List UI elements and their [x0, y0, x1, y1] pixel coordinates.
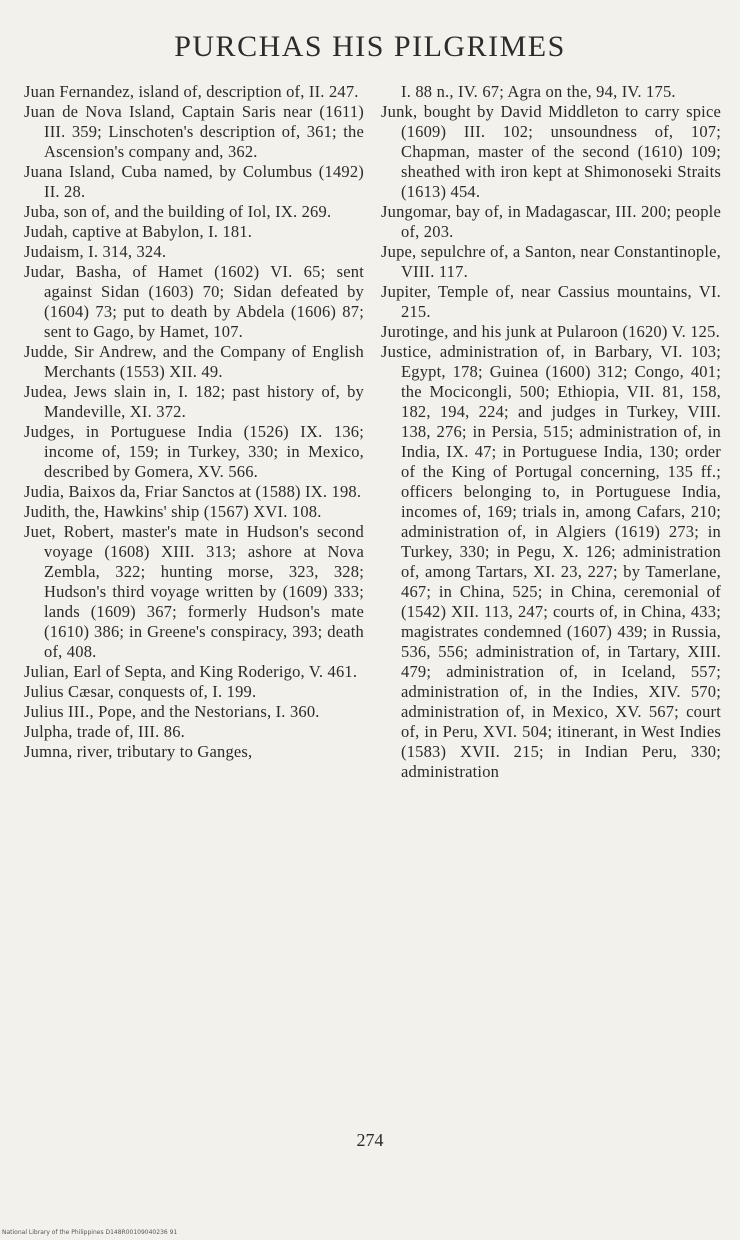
index-entry: Jumna, river, tributary to Ganges, — [24, 742, 253, 761]
index-entry: Juana Island, Cuba named, by Columbus (1492) II. 28. — [24, 162, 364, 201]
index-entry: Julpha, trade of, III. 86. — [24, 722, 185, 741]
index-entry: Julius Cæsar, conquests of, I. 199. — [24, 682, 257, 701]
index-entry: Judea, Jews slain in, I. 182; past history of, by Mandeville, XI. 372. — [24, 382, 364, 421]
index-entry: Judaism, I. 314, 324. — [24, 242, 167, 261]
index-entry: Juan de Nova Island, Captain Saris near (1611) III. 359; Linschoten's description of, 361; the Ascension's company and, 362. — [24, 102, 364, 161]
index-entry-continuation: I. 88 n., IV. 67; Agra on the, 94, IV. 175. — [401, 82, 676, 101]
index-entry: Jurotinge, and his junk at Pularoon (1620) V. 125. — [381, 322, 720, 341]
index-entry: Juet, Robert, master's mate in Hudson's second voyage (1608) XIII. 313; ashore at Nova Zembla, 322; hunting morse, 323, 328; Hudson's third voyage written by (1609) 333; lands (1609) 367; formerly Hudson's mate (1610) 386; in Greene's conspiracy, 393; death of, 408. — [24, 522, 364, 661]
index-entry: Juba, son of, and the building of Iol, IX. 269. — [24, 202, 332, 221]
index-entry: Jungomar, bay of, in Madagascar, III. 200; people of, 203. — [381, 202, 721, 241]
index-entry: Judah, captive at Babylon, I. 181. — [24, 222, 253, 241]
index-entry: Judar, Basha, of Hamet (1602) VI. 65; sent against Sidan (1603) 70; Sidan defeated by (1604) 73; put to death by Abdela (1606) 87; sent to Gago, by Hamet, 107. — [24, 262, 364, 341]
index-entry: Judde, Sir Andrew, and the Company of English Merchants (1553) XII. 49. — [24, 342, 364, 381]
index-entry: Juan Fernandez, island of, description of, II. 247. — [24, 82, 359, 101]
index-column-right — [381, 82, 721, 782]
index-entry: Junk, bought by David Middleton to carry spice (1609) III. 102; unsoundness of, 107; Chapman, master of the second (1610) 109; sheathed with iron kept at Shimonoseki Straits (1613) 454. — [381, 102, 721, 201]
index-entry: Justice, administration of, in Barbary, VI. 103; Egypt, 178; Guinea (1600) 312; Congo, 401; the Mocicongli, 500; Ethiopia, VII. 81, 158, 182, 194, 224; and judges in Turkey, VIII. 138, 276; in Persia, 515; administration of, in India, IX. 47; in Portuguese India, 130; order of the King of Portugal concerning, 135 ff.; officers belonging to, in Portuguese India, incomes of, 169; trials in, among Cafars, 210; administration of, in Algiers (1619) 273; in Turkey, 330; in Pegu, X. 126; administration of, among Tartars, XI. 23, 227; by Tamerlane, 467; in China, 525; in China, ceremonial of (1542) XII. 113, 247; courts of, in China, 433; magistrates condemned (1607) 439; in Russia, 536, 556; administration of, in Tartary, XIII. 479; administration of, in Iceland, 557; administration of, in the Indies, XIV. 570; administration of, in Mexico, XV. 567; court of, in Peru, XVI. 504; itinerant, in West Indies (1583) XVII. 215; in Indian Peru, 330; administration — [381, 342, 721, 781]
page-number: 274 — [356, 1130, 384, 1150]
index-entry: Julian, Earl of Septa, and King Roderigo, V. 461. — [24, 662, 358, 681]
index-column-left — [24, 82, 364, 762]
scan-footer: National Library of the Philippines D148R00109040236 91 — [2, 1229, 178, 1236]
index-entry: Judith, the, Hawkins' ship (1567) XVI. 108. — [24, 502, 322, 521]
index-entry: Judges, in Portuguese India (1526) IX. 136; income of, 159; in Turkey, 330; in Mexico, described by Gomera, XV. 566. — [24, 422, 364, 481]
index-entry: Jupiter, Temple of, near Cassius mountains, VI. 215. — [381, 282, 721, 321]
index-entry: Jupe, sepulchre of, a Santon, near Constantinople, VIII. 117. — [381, 242, 721, 281]
index-entry: Julius III., Pope, and the Nestorians, I. 360. — [24, 702, 320, 721]
index-entry: Judia, Baixos da, Friar Sanctos at (1588) IX. 198. — [24, 482, 362, 501]
page-title: PURCHAS HIS PILGRIMES — [174, 30, 566, 63]
